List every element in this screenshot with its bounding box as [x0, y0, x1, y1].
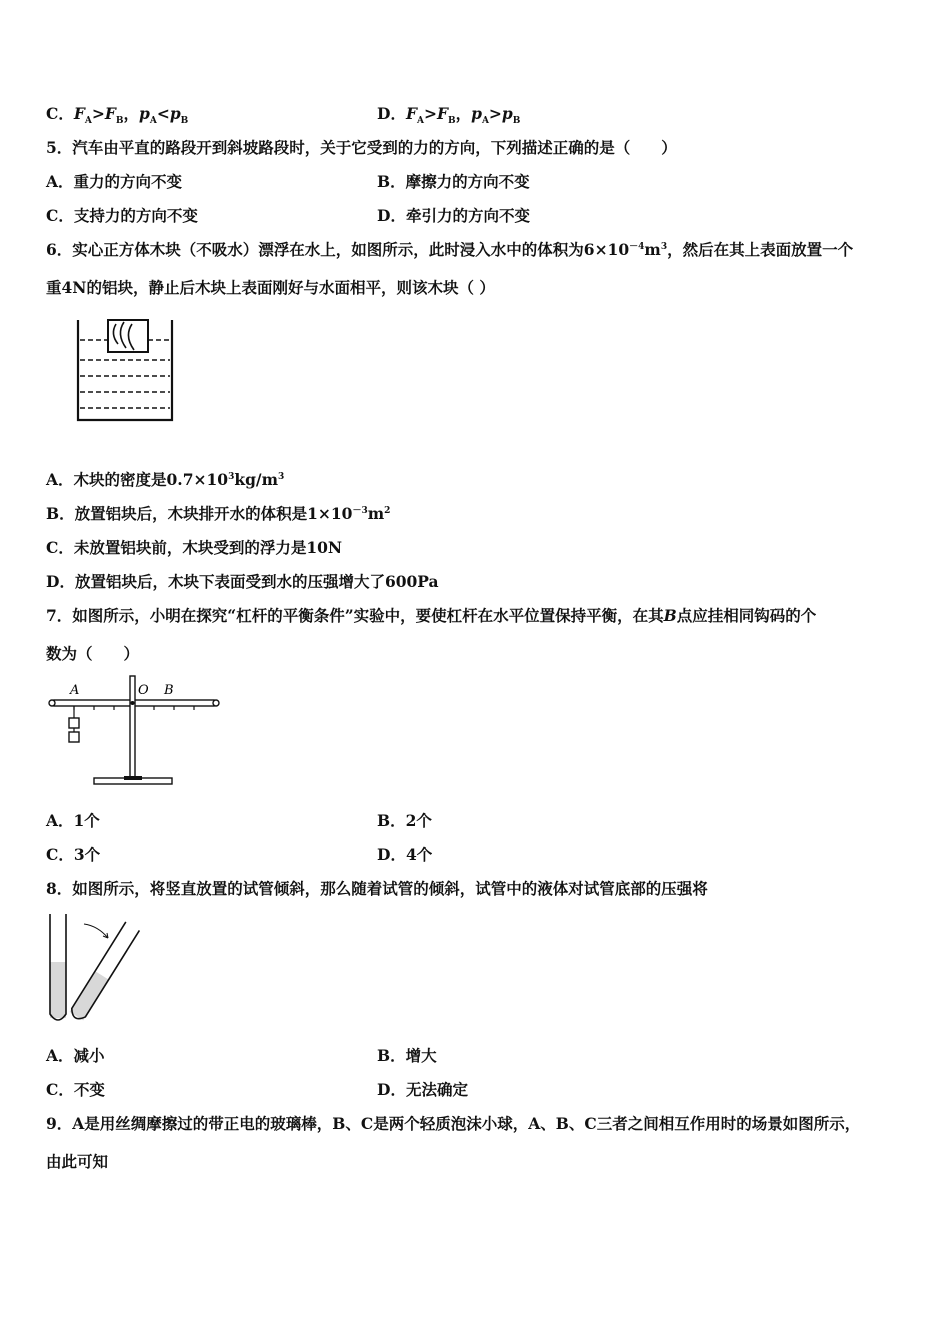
q7-stand-pole [130, 676, 135, 780]
q8-option-c: C．不变 [46, 1080, 105, 1099]
q6-option-c: C．未放置铝块前，木块受到的浮力是10N [46, 538, 343, 557]
q7-option-b: B．2个 [377, 811, 432, 830]
q8-test-tube-figure [44, 912, 144, 1028]
q9-stem-line2: 由此可知 [46, 1152, 109, 1171]
q7-lever-figure [46, 672, 222, 794]
q8-stem: 8．如图所示，将竖直放置的试管倾斜，那么随着试管的倾斜，试管中的液体对试管底部的压强将 [46, 879, 708, 898]
q6-option-a: A．木块的密度是$0.7\times 10^3kg/m^3$ [46, 470, 285, 489]
q5-option-d: D．牵引力的方向不变 [377, 206, 530, 225]
q8-tilted-tube-liquid [70, 971, 109, 1020]
q5-option-c: C．支持力的方向不变 [46, 206, 198, 225]
q7-label-o: O [138, 683, 149, 698]
q5-option-b: B．摩擦力的方向不变 [377, 172, 530, 191]
q6-option-b: B．放置铝块后，木块排开水的体积是$1\times 10^{-3}m^2$ [46, 504, 391, 523]
q7-hook-weight [69, 718, 79, 728]
q6-figure-container [72, 316, 176, 424]
q7-label-b: B [164, 683, 174, 698]
q6-option-d: D．放置铝块后，木块下表面受到水的压强增大了600Pa [46, 572, 439, 591]
q8-vertical-tube-liquid [50, 962, 66, 1018]
q7-option-a: A．1个 [46, 811, 100, 830]
q8-option-d: D．无法确定 [377, 1080, 468, 1099]
q7-hook-weight [69, 732, 79, 742]
q7-option-d: D．4个 [377, 845, 433, 864]
q5-stem: 5．汽车由平直的路段开到斜坡路段时，关于它受到的力的方向，下列描述正确的是（ ） [46, 138, 677, 157]
q4-option-d: D．$F_A>F_B$，$p_A>p_B$ [377, 104, 521, 127]
q4-option-c: C．$F_A>F_B$，$p_A<p_B$ [46, 104, 189, 127]
q7-option-c: C．3个 [46, 845, 101, 864]
q8-tilt-arrow-icon [84, 924, 108, 938]
q8-option-b: B．增大 [377, 1046, 437, 1065]
q9-stem-line1: 9．A是用丝绸摩擦过的带正电的玻璃棒，B、C是两个轻质泡沫小球，A、B、C三者之间相互作用时的场景如图所示， [46, 1114, 861, 1133]
q7-stem-line2: 数为（ ） [46, 644, 140, 663]
q6-stem-line1: 6．实心正方体木块（不吸水）漂浮在水上，如图所示，此时浸入水中的体积为$6\times 10^{-4}m^3$，然后在其上表面放置一个 [46, 240, 854, 259]
q5-option-a: A．重力的方向不变 [46, 172, 183, 191]
q7-stem-line1: 7．如图所示，小明在探究“杠杆的平衡条件”实验中，要使杠杆在水平位置保持平衡，在其B点应挂相同钩码的个 [46, 606, 817, 625]
q8-option-a: A．减小 [46, 1046, 105, 1065]
q6-stem-line2: 重4N的铝块，静止后木块上表面刚好与水面相平，则该木块（ ） [46, 278, 495, 297]
q7-label-a: A [70, 683, 80, 698]
